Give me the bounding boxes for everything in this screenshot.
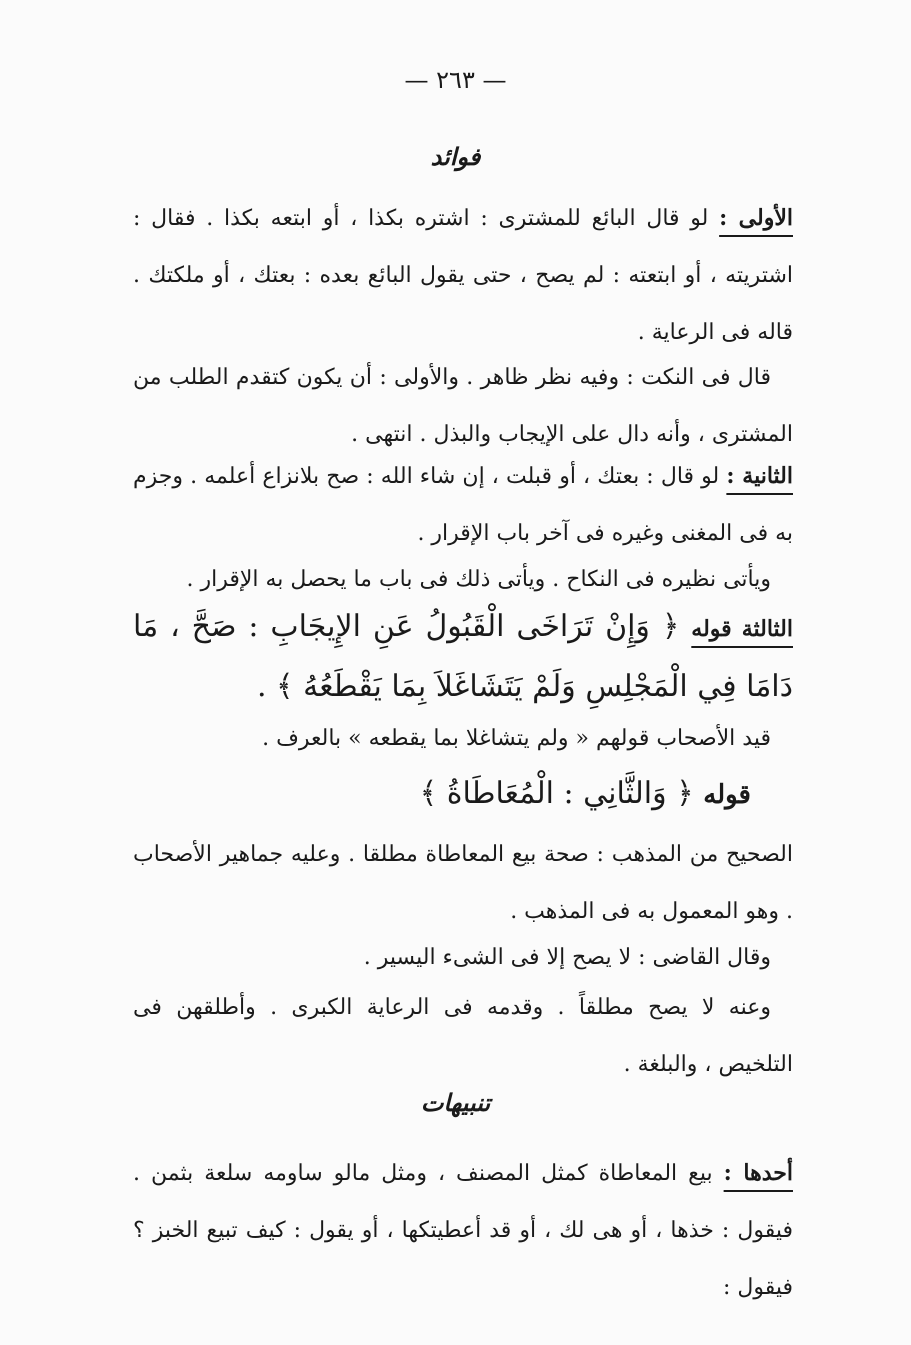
- quoted-text: ﴿ وَالثَّانِي : الْمُعَاطَاةُ ﴾: [419, 776, 704, 811]
- paragraph-lead: الثانية :: [726, 463, 793, 489]
- paragraph-qadi: [133, 929, 793, 986]
- paragraph-lead: أحدها :: [723, 1160, 793, 1186]
- paragraph-second-benefit: [133, 448, 793, 562]
- paragraph-first-note: [133, 1145, 793, 1316]
- paragraph-text: وعنه لا يصح مطلقاً . وقدمه فى الرعاية الكبرى . وأطلقهن فى التلخيص ، والبلغة .: [133, 995, 793, 1077]
- paragraph-lead: الثالثة قوله: [691, 616, 793, 642]
- paragraph-text: لو قال : بعتك ، أو قبلت ، إن شاء الله : صح بلانزاع أعلمه . وجزم به فى المغنى وغيره فى آخر باب الإقرار .: [133, 464, 793, 546]
- paragraph-nukat: [133, 349, 793, 463]
- paragraph-third-benefit: [133, 598, 793, 716]
- quote-muataat: [131, 772, 751, 817]
- quoted-text: ﴿ وَإِنْ تَرَاخَى الْقَبُولُ عَنِ الإِيجَابِ : صَحَّ ، مَا دَامَا فِي الْمَجْلِسِ وَلَمْ يَتَشَاغَلاَ بِمَا يَقْطَعُهُ ﴾ .: [133, 609, 793, 704]
- section-title-tanbihat: تنبيهات: [420, 1088, 491, 1117]
- page-number: — ٢٦٣ —: [404, 66, 507, 94]
- paragraph-lead: الأولى :: [719, 205, 793, 231]
- paragraph-text: قيد الأصحاب قولهم « ولم يتشاغلا بما يقطعه » بالعرف .: [262, 726, 771, 751]
- paragraph-anhu: [133, 979, 793, 1093]
- paragraph-text: ويأتى نظيره فى النكاح . ويأتى ذلك فى باب ما يحصل به الإقرار .: [186, 567, 771, 592]
- paragraph-text: وقال القاضى : لا يصح إلا فى الشىء اليسير .: [363, 945, 771, 970]
- paragraph-text: الصحيح من المذهب : صحة بيع المعاطاة مطلقا . وعليه جماهير الأصحاب . وهو المعمول به فى المذهب .: [133, 842, 793, 924]
- paragraph-madhhab: [133, 826, 793, 940]
- paragraph-text: قال فى النكت : وفيه نظر ظاهر . والأولى : أن يكون كتقدم الطلب من المشترى ، وأنه دال على الإيجاب والبذل . انتهى .: [133, 365, 793, 447]
- paragraph-lead: قوله: [703, 780, 751, 810]
- section-title-fawaid: فوائد: [430, 142, 481, 171]
- paragraph-text: بيع المعاطاة كمثل المصنف ، ومثل مالو ساومه سلعة بثمن . فيقول : خذها ، أو هى لك ، أو قد أعطيتكها ، أو يقول : كيف تبيع الخبز ؟ فيقول :: [133, 1161, 793, 1300]
- paragraph-text: لو قال البائع للمشترى : اشتره بكذا ، أو ابتعه بكذا . فقال : اشتريته ، أو ابتعته : لم يصح ، حتى يقول البائع بعده : بعتك ، أو ملكتك . قاله فى الرعاية .: [133, 206, 793, 345]
- paragraph-first-benefit: [133, 190, 793, 361]
- paragraph-qualification: [133, 710, 793, 767]
